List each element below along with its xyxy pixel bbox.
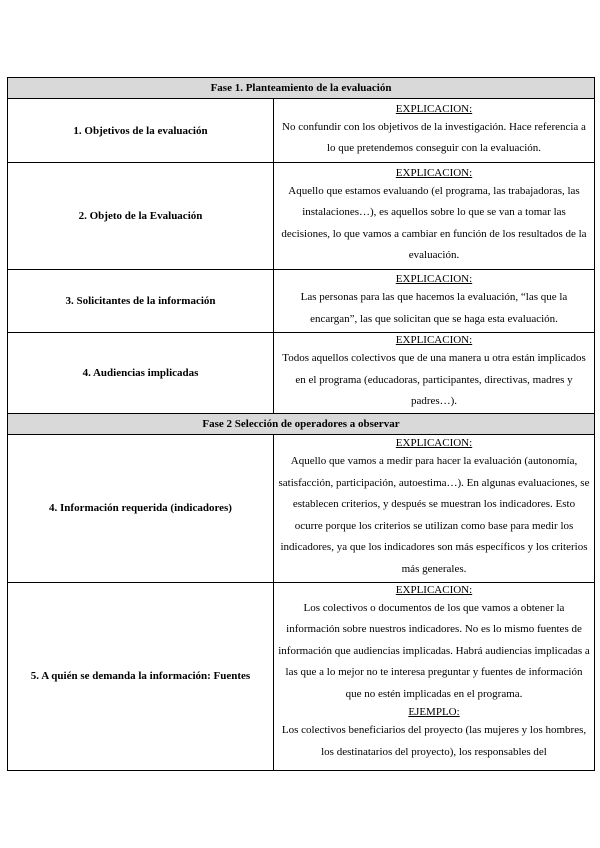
row-label: 4. Audiencias implicadas <box>8 333 274 414</box>
row-label: 1. Objetivos de la evaluación <box>8 99 274 163</box>
explanation-text: Aquello que vamos a medir para hacer la evaluación (autonomía, satisfacción, participación, autoestima…). En algunas evaluaciones, se establecen criterios, y después se muestran los indicadores. Esto ocurre porque los criterios se utilizan como base para medir los indicadores, ya que los indicadores son más específicos y los criterios más generales. <box>278 455 590 575</box>
row-content-clip <box>278 583 590 759</box>
explanation-heading: EXPLICACION: <box>395 166 473 179</box>
phase-2-title: Fase 2 Selección de operadores a observar <box>8 413 595 434</box>
example-text: Los colectivos beneficiarios del proyecto (las mujeres y los hombres, los destinatarios del proyecto), los responsables del <box>281 724 587 758</box>
explanation-text: No confundir con los objetivos de la investigación. Hace referencia a lo que pretendemos conseguir con la evaluación. <box>282 120 586 154</box>
explanation-heading: EXPLICACION: <box>395 437 473 449</box>
row-content <box>274 163 595 270</box>
table-row <box>8 333 595 414</box>
phase-header-row <box>8 413 595 434</box>
row-content <box>274 582 595 770</box>
table-row <box>8 434 595 582</box>
row-content <box>274 333 595 414</box>
evaluation-table <box>7 77 595 771</box>
explanation-heading: EXPLICACION: <box>395 102 473 115</box>
row-content <box>274 99 595 163</box>
phase-1-title: Fase 1. Planteamiento de la evaluación <box>8 78 595 99</box>
table-row <box>8 582 595 770</box>
table-row <box>8 99 595 163</box>
explanation-text: Todos aquellos colectivos que de una manera u otra están implicados en el programa (educadoras, participantes, directivas, madres y padres…). <box>282 352 586 407</box>
row-label: 4. Información requerida (indicadores) <box>8 434 274 582</box>
explanation-heading: EXPLICACION: <box>395 583 473 596</box>
row-label: 2. Objeto de la Evaluación <box>8 163 274 270</box>
explanation-heading: EXPLICACION: <box>395 334 473 346</box>
explanation-text: Los colectivos o documentos de los que vamos a obtener la información sobre nuestros indicadores. No es lo mismo fuentes de información que audiencias implicadas. Habrá audiencias implicadas a las que a lo mejor no te interesa preguntar y fuentes de información que no estén implicadas en el programa. <box>278 601 590 700</box>
explanation-heading: EXPLICACION: <box>395 273 473 285</box>
table-row <box>8 270 595 333</box>
row-label: 5. A quién se demanda la información: Fuentes <box>8 582 274 770</box>
row-content <box>274 270 595 333</box>
table-row <box>8 163 595 270</box>
row-label: 3. Solicitantes de la información <box>8 270 274 333</box>
row-content <box>274 434 595 582</box>
explanation-text: Las personas para las que hacemos la evaluación, “las que la encargan”, las que solicitan que se haga esta evaluación. <box>300 291 568 325</box>
phase-header-row <box>8 78 595 99</box>
explanation-text: Aquello que estamos evaluando (el programa, las trabajadoras, las instalaciones…), es aquellos sobre lo que se van a tomar las decisiones, lo que vamos a cambiar en función de los resultados de la evaluación. <box>281 184 587 261</box>
example-heading: EJEMPLO: <box>408 706 460 718</box>
